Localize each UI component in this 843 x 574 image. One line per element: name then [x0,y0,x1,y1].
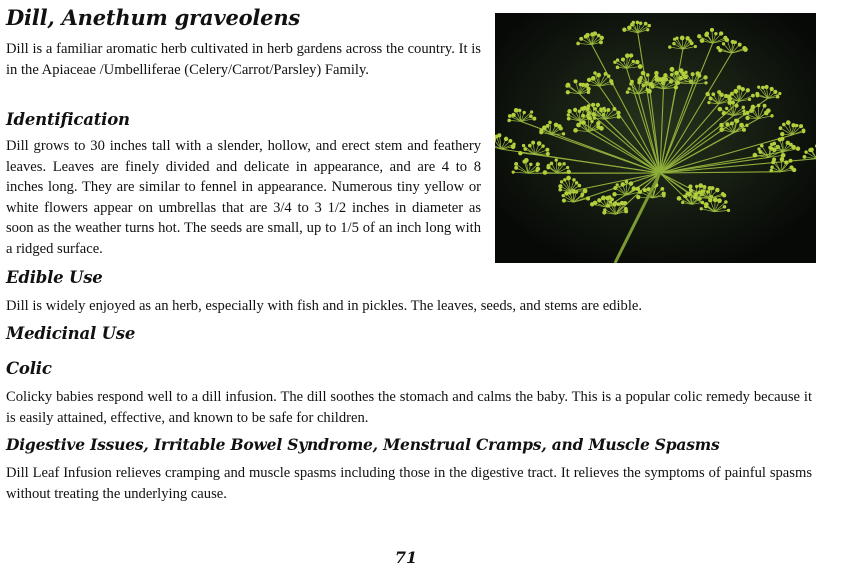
title-latin-name: Anethum graveolens [61,5,301,30]
identification-paragraph: Dill grows to 30 inches tall with a slender, hollow, and erect stem and feathery leaves. Leaves are finely divided and delicate in appearance, and are 4 to 8 inches long. They are similar to fennel in appearance. Numerous tiny yellow or white flowers appear on umbrellas that are 3/4 to 3 1/2 inches in diameter as soon as the weather turns hot. The seeds are small, up to 1/5 of an inch long with a ridged surface. [6,138,481,257]
digestive-paragraph: Dill Leaf Infusion relieves cramping and muscle spasms including those in the digestive tract. It relieves the symptoms of painful spasms without treating the underlying cause. [6,465,812,502]
dill-umbel-illustration [495,13,816,263]
title-common-name: Dill, [6,5,55,30]
medicinal-use-heading: Medicinal Use [6,324,136,343]
dill-flower-photo [495,13,816,263]
colic-paragraph: Colicky babies respond well to a dill infusion. The dill soothes the stomach and calms the baby. This is a popular colic remedy because it is easily attained, effective, and known to be safe for children. [6,389,812,426]
identification-heading: Identification [6,110,130,129]
page-title [6,5,300,30]
intro-paragraph: Dill is a familiar aromatic herb cultivated in herb gardens across the country. It is in the Apiaceae /Umbelliferae (Celery/Carrot/Parsley) Family. [6,41,481,78]
colic-heading: Colic [6,359,52,378]
digestive-heading: Digestive Issues, Irritable Bowel Syndrome, Menstrual Cramps, and Muscle Spasms [6,435,720,454]
page-number: 71 [394,548,418,567]
edible-use-paragraph: Dill is widely enjoyed as an herb, especially with fish and in pickles. The leaves, seeds, and stems are edible. [6,298,643,314]
edible-use-heading: Edible Use [6,268,103,287]
